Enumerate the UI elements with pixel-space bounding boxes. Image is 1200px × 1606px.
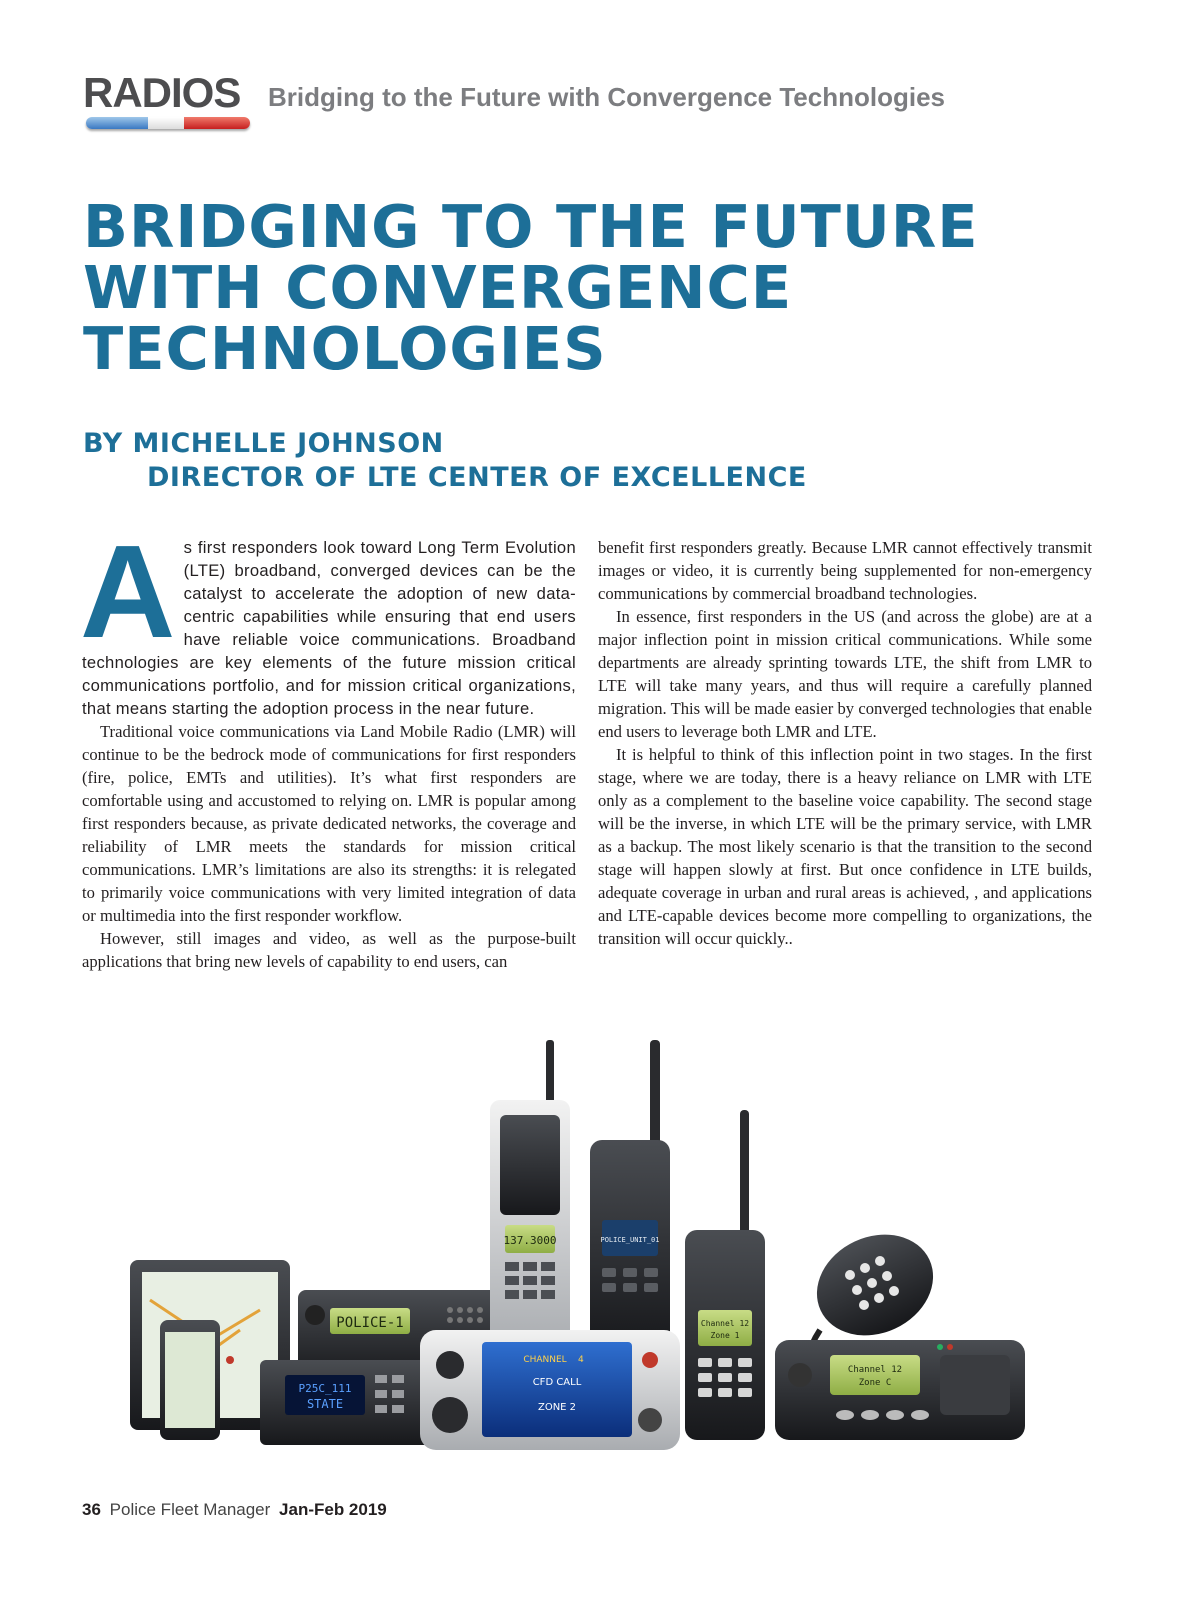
body-paragraph: In essence, first responders in the US (and across the globe) are at a major inflection point in mission critical communications. While some departments are already sprinting towards LTE, the shift from LMR to LTE will take many years, and thus will require a carefully planned migration. This will be made easier by converged technologies that enable end users to leverage both LMR and LTE. bbox=[598, 607, 1092, 741]
lead-text: s first responders look toward Long Term Evolution (LTE) broadband, converged devices can be the catalyst to accelerate the adoption of new data-centric capabilities while ensuring that end users have reliable voice communications. Broadband technologies are key elements of the future mission critical communications portfolio, and for mission critical organizations, that means starting the adoption process in the near future. bbox=[82, 538, 576, 718]
section-subtitle: Bridging to the Future with Convergence Technologies bbox=[268, 82, 945, 112]
byline-name: BY MICHELLE JOHNSON bbox=[83, 428, 444, 459]
control-head-radio bbox=[260, 1360, 430, 1445]
handheld-radio bbox=[590, 1040, 670, 1350]
display-text: Channel 12 bbox=[700, 1319, 750, 1328]
page-footer bbox=[82, 1500, 387, 1520]
section-label: RADIOS bbox=[83, 69, 241, 116]
body-paragraph: It is helpful to think of this inflection point in two stages. In the first stage, where we are today, there is a heavy reliance on LMR with LTE only as a complement to the baseline voice capability. The second stage will be the inverse, in which LTE will be the primary service, with LMR as a backup. The most likely scenario is that the transition to the second stage will happen slowly at first. But once confidence in LTE builds, adequate coverage in urban and rural areas is achieved, , and applications and LTE-capable devices become more compelling to organizations, the transition will occur quickly.. bbox=[598, 745, 1092, 948]
display-text: 4 bbox=[578, 1355, 584, 1365]
smartphone-device bbox=[160, 1320, 220, 1440]
body-paragraph: Traditional voice communications via Land Mobile Radio (LMR) will continue to be the bedrock mode of communications for first responders (fire, police, EMTs and utilities). It’s what first responders are comfortable using and accustomed to relying on. LMR is popular among first responders because, as private dedicated networks, the coverage and reliability of LMR meets the standards for mission critical communications. LMR’s limitations are also its strengths: it is relegated to primarily voice communications with very limited integration of data or multimedia into the first responder workflow. bbox=[82, 722, 576, 925]
section-header bbox=[83, 69, 1123, 132]
display-text: 137.3000 bbox=[503, 1234, 557, 1247]
display-text: Zone C bbox=[858, 1378, 892, 1388]
title-line: BRIDGING TO THE FUTURE bbox=[83, 192, 979, 261]
display-text: POLICE_UNIT_01 bbox=[600, 1236, 660, 1244]
display-text: Zone 1 bbox=[710, 1331, 740, 1340]
portable-radio-keypad bbox=[490, 1040, 570, 1350]
body-column-right bbox=[598, 536, 1092, 950]
display-text: Channel 12 bbox=[847, 1365, 903, 1375]
console-radio bbox=[420, 1330, 680, 1450]
display-text: POLICE-1 bbox=[336, 1315, 404, 1331]
publication-name: Police Fleet Manager bbox=[109, 1500, 271, 1519]
drop-cap: A bbox=[80, 518, 176, 665]
article-title bbox=[83, 192, 1143, 383]
body-paragraph: However, still images and video, as well as the purpose-built applications that bring new levels of capability to end users, can bbox=[82, 929, 576, 971]
byline bbox=[83, 427, 807, 495]
body-column-left bbox=[80, 518, 576, 973]
section-color-bar bbox=[86, 117, 250, 129]
display-text: P25C_111 bbox=[298, 1382, 352, 1395]
lead-paragraph bbox=[80, 518, 576, 720]
display-text: STATE bbox=[306, 1397, 344, 1411]
display-text: ZONE 2 bbox=[537, 1402, 577, 1413]
page-number: 36 bbox=[82, 1500, 101, 1519]
body-paragraph: benefit first responders greatly. Because LMR cannot effectively transmit images or video, it is currently being supplemented for non-emergency communications by commercial broadband technologies. bbox=[598, 538, 1092, 603]
title-line: WITH CONVERGENCE bbox=[83, 253, 793, 322]
title-line: TECHNOLOGIES bbox=[83, 314, 607, 383]
issue-date: Jan-Feb 2019 bbox=[279, 1500, 387, 1519]
byline-role: DIRECTOR OF LTE CENTER OF EXCELLENCE bbox=[147, 462, 807, 493]
display-text: CFD CALL bbox=[532, 1377, 582, 1388]
display-text: CHANNEL bbox=[523, 1355, 567, 1365]
radio-products-photo bbox=[120, 1040, 1040, 1470]
portable-radio-display bbox=[685, 1110, 765, 1440]
mobile-radio-device-2 bbox=[775, 1340, 1025, 1440]
